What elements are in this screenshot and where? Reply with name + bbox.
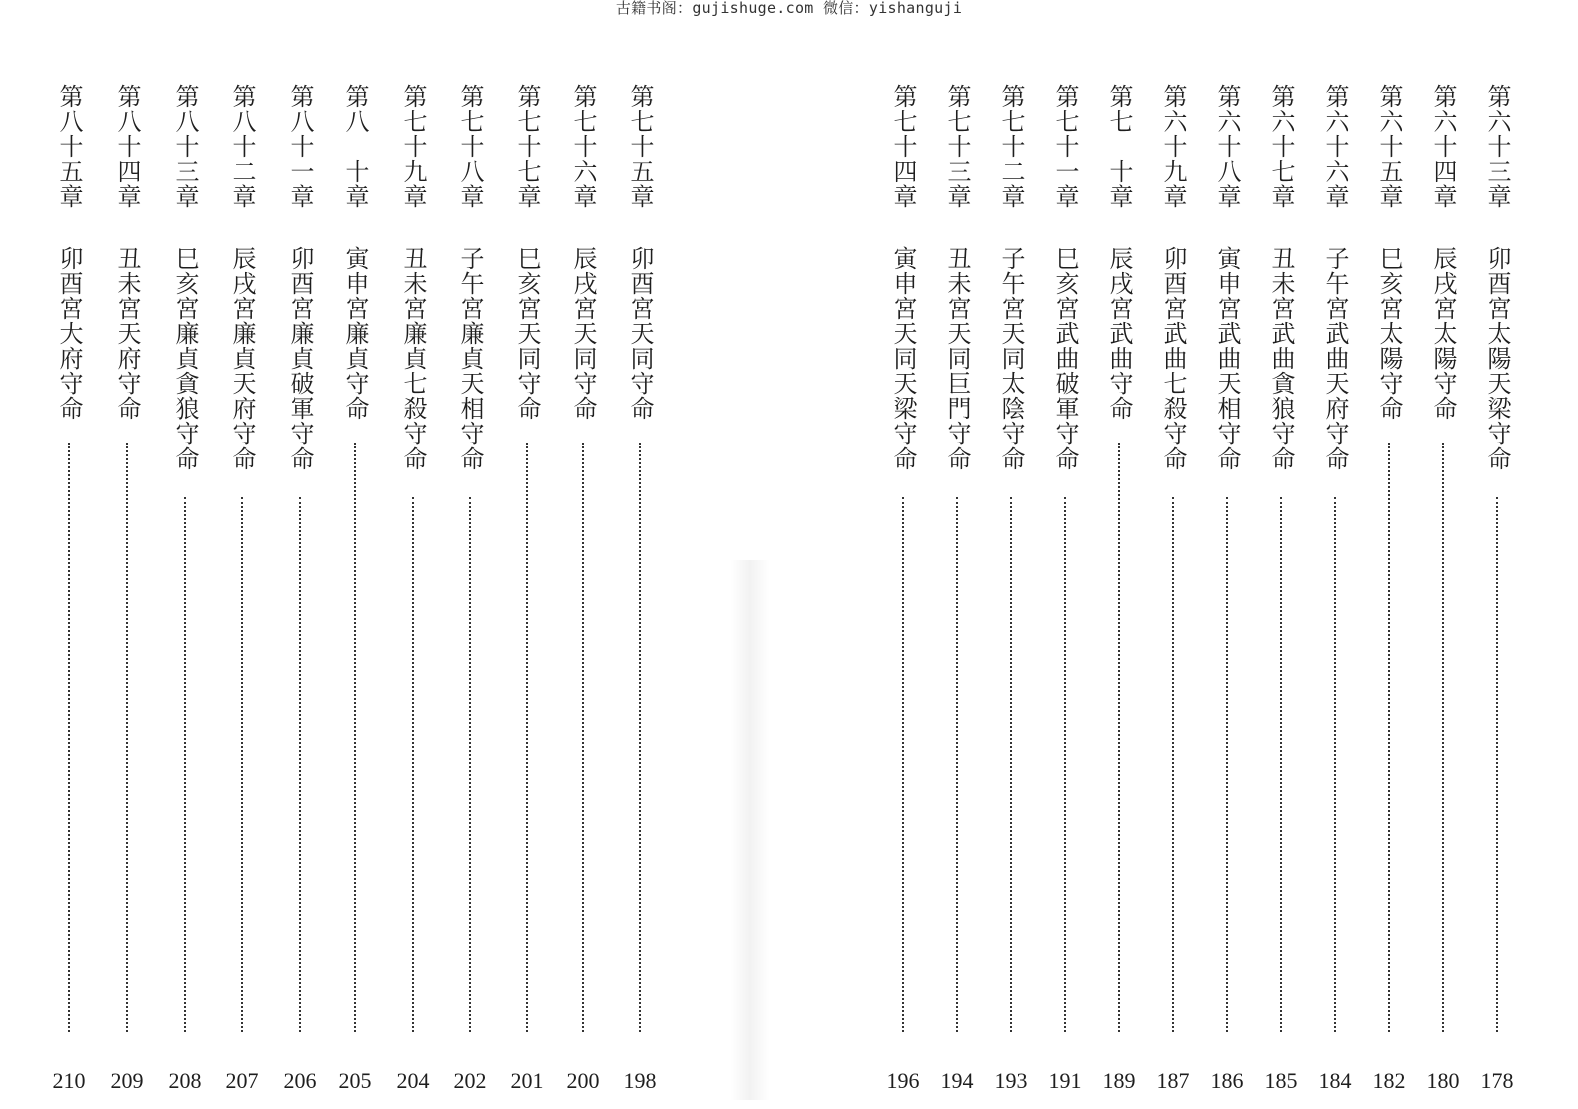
dot-leader bbox=[1496, 497, 1498, 1032]
chapter-number: 第六十七章 bbox=[1267, 84, 1295, 209]
watermark-text: 古籍书阁：gujishuge.com 微信：yishanguji bbox=[615, 0, 963, 17]
toc-entry bbox=[338, 84, 372, 1094]
dot-leader bbox=[1226, 497, 1228, 1032]
dot-leader bbox=[1334, 497, 1336, 1032]
chapter-title: 丑未宮武曲貪狼守命 bbox=[1267, 246, 1295, 471]
chapter-number: 第七十二章 bbox=[997, 84, 1025, 209]
page-number: 186 bbox=[1210, 1068, 1244, 1093]
toc-entry bbox=[110, 84, 144, 1094]
page-number: 178 bbox=[1480, 1068, 1514, 1093]
chapter-title: 卯酉宮廉貞破軍守命 bbox=[286, 246, 314, 471]
page-number: 200 bbox=[566, 1068, 600, 1093]
dot-leader bbox=[469, 497, 471, 1032]
chapter-number: 第八十一章 bbox=[286, 84, 314, 209]
page-number: 196 bbox=[886, 1068, 920, 1093]
toc-entry bbox=[1102, 84, 1136, 1094]
chapter-number: 第七 十章 bbox=[1105, 84, 1133, 209]
chapter-number: 第七十六章 bbox=[569, 84, 597, 209]
toc-entry bbox=[623, 84, 657, 1094]
page-number: 191 bbox=[1048, 1068, 1082, 1093]
page-number: 208 bbox=[168, 1068, 202, 1093]
dot-leader bbox=[526, 443, 528, 1032]
toc-entry bbox=[453, 84, 487, 1094]
toc-entry bbox=[1210, 84, 1244, 1094]
dot-leader bbox=[299, 497, 301, 1032]
toc-entry bbox=[994, 84, 1028, 1094]
chapter-title: 寅申宮廉貞守命 bbox=[341, 246, 369, 421]
page-number: 206 bbox=[283, 1068, 317, 1093]
chapter-number: 第七十四章 bbox=[889, 84, 917, 209]
toc-entry bbox=[1264, 84, 1298, 1094]
page-number: 184 bbox=[1318, 1068, 1352, 1093]
dot-leader bbox=[956, 497, 958, 1032]
toc-entry bbox=[886, 84, 920, 1094]
chapter-title: 巳亥宮武曲破軍守命 bbox=[1051, 246, 1079, 471]
chapter-title: 丑未宮廉貞七殺守命 bbox=[399, 246, 427, 471]
toc-entry bbox=[52, 84, 86, 1094]
dot-leader bbox=[412, 497, 414, 1032]
page-number: 189 bbox=[1102, 1068, 1136, 1093]
dot-leader bbox=[639, 443, 641, 1032]
chapter-number: 第七十七章 bbox=[513, 84, 541, 209]
toc-entry bbox=[1480, 84, 1514, 1094]
page-number: 182 bbox=[1372, 1068, 1406, 1093]
page-number: 205 bbox=[338, 1068, 372, 1093]
chapter-title: 巳亥宮太陽守命 bbox=[1375, 246, 1403, 421]
chapter-number: 第七十九章 bbox=[399, 84, 427, 209]
page-number: 201 bbox=[510, 1068, 544, 1093]
chapter-title: 丑未宮天府守命 bbox=[113, 246, 141, 421]
dot-leader bbox=[1172, 497, 1174, 1032]
toc-entry bbox=[566, 84, 600, 1094]
book-gutter-shadow bbox=[730, 560, 770, 1100]
dot-leader bbox=[1064, 497, 1066, 1032]
toc-entry bbox=[1156, 84, 1190, 1094]
dot-leader bbox=[126, 443, 128, 1032]
chapter-number: 第七十一章 bbox=[1051, 84, 1079, 209]
chapter-title: 子午宮武曲天府守命 bbox=[1321, 246, 1349, 471]
chapter-title: 辰戌宮武曲守命 bbox=[1105, 246, 1133, 421]
chapter-title: 子午宮天同太陰守命 bbox=[997, 246, 1025, 471]
page-number: 185 bbox=[1264, 1068, 1298, 1093]
dot-leader bbox=[354, 443, 356, 1032]
chapter-number: 第八十五章 bbox=[55, 84, 83, 209]
chapter-number: 第七十三章 bbox=[943, 84, 971, 209]
chapter-title: 卯酉宮大府守命 bbox=[55, 246, 83, 421]
dot-leader bbox=[1388, 443, 1390, 1032]
chapter-title: 卯酉宮天同守命 bbox=[626, 246, 654, 421]
chapter-title: 辰戌宮太陽守命 bbox=[1429, 246, 1457, 421]
chapter-number: 第六十三章 bbox=[1483, 84, 1511, 209]
dot-leader bbox=[1442, 443, 1444, 1032]
dot-leader bbox=[1010, 497, 1012, 1032]
chapter-title: 寅申宮武曲天相守命 bbox=[1213, 246, 1241, 471]
chapter-number: 第六十四章 bbox=[1429, 84, 1457, 209]
page-number: 187 bbox=[1156, 1068, 1190, 1093]
dot-leader bbox=[241, 497, 243, 1032]
page-number: 210 bbox=[52, 1068, 86, 1093]
page-number: 198 bbox=[623, 1068, 657, 1093]
toc-entry bbox=[1426, 84, 1460, 1094]
page-number: 207 bbox=[225, 1068, 259, 1093]
toc-entry bbox=[225, 84, 259, 1094]
chapter-title: 卯酉宮武曲七殺守命 bbox=[1159, 246, 1187, 471]
chapter-number: 第八十三章 bbox=[171, 84, 199, 209]
toc-entry bbox=[1372, 84, 1406, 1094]
dot-leader bbox=[184, 497, 186, 1032]
chapter-title: 丑未宮天同巨門守命 bbox=[943, 246, 971, 471]
dot-leader bbox=[68, 443, 70, 1032]
toc-entry bbox=[168, 84, 202, 1094]
chapter-number: 第六十九章 bbox=[1159, 84, 1187, 209]
dot-leader bbox=[1280, 497, 1282, 1032]
chapter-number: 第八 十章 bbox=[341, 84, 369, 209]
chapter-number: 第八十二章 bbox=[228, 84, 256, 209]
chapter-number: 第八十四章 bbox=[113, 84, 141, 209]
chapter-title: 寅申宮天同天梁守命 bbox=[889, 246, 917, 471]
chapter-title: 辰戌宮廉貞天府守命 bbox=[228, 246, 256, 471]
page-number: 194 bbox=[940, 1068, 974, 1093]
chapter-number: 第六十八章 bbox=[1213, 84, 1241, 209]
toc-entry bbox=[1048, 84, 1082, 1094]
page-number: 193 bbox=[994, 1068, 1028, 1093]
chapter-title: 子午宮廉貞天相守命 bbox=[456, 246, 484, 471]
chapter-title: 卯酉宮太陽天梁守命 bbox=[1483, 246, 1511, 471]
chapter-number: 第六十六章 bbox=[1321, 84, 1349, 209]
page-number: 209 bbox=[110, 1068, 144, 1093]
toc-entry bbox=[283, 84, 317, 1094]
toc-entry bbox=[396, 84, 430, 1094]
chapter-title: 巳亥宮天同守命 bbox=[513, 246, 541, 421]
page-number: 180 bbox=[1426, 1068, 1460, 1093]
chapter-title: 辰戌宮天同守命 bbox=[569, 246, 597, 421]
chapter-number: 第七十八章 bbox=[456, 84, 484, 209]
toc-entry bbox=[940, 84, 974, 1094]
page-number: 204 bbox=[396, 1068, 430, 1093]
dot-leader bbox=[902, 497, 904, 1032]
dot-leader bbox=[1118, 443, 1120, 1032]
toc-entry bbox=[510, 84, 544, 1094]
page-number: 202 bbox=[453, 1068, 487, 1093]
chapter-number: 第六十五章 bbox=[1375, 84, 1403, 209]
chapter-number: 第七十五章 bbox=[626, 84, 654, 209]
chapter-title: 巳亥宮廉貞貪狼守命 bbox=[171, 246, 199, 471]
toc-entry bbox=[1318, 84, 1352, 1094]
dot-leader bbox=[582, 443, 584, 1032]
